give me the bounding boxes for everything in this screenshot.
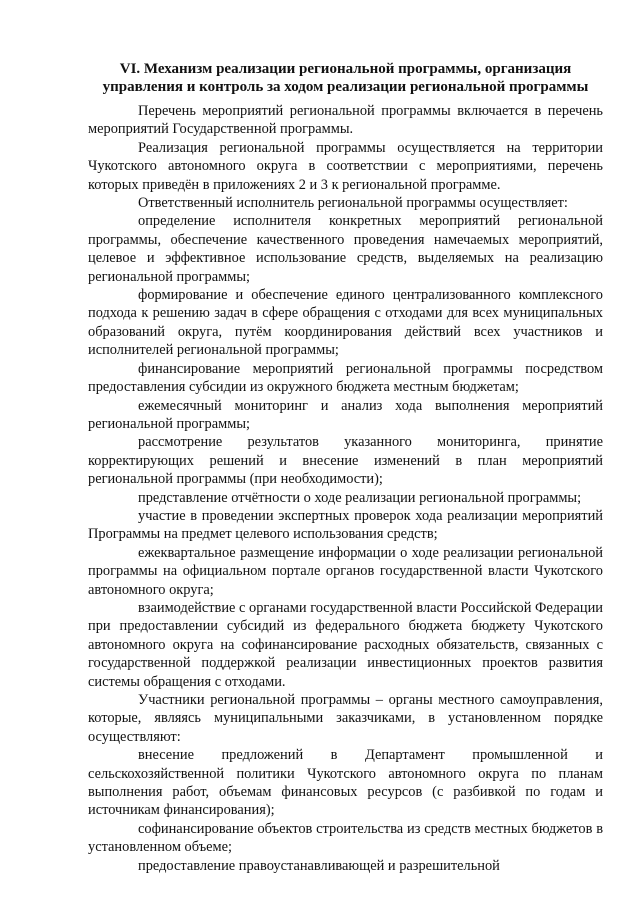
list-item: представление отчётности о ходе реализации региональной программы; bbox=[138, 489, 582, 506]
list-item: формирование и обеспечение единого централизованного комплексного подхода к решению задач в сфере обращения с отходами для всех муниципальных образований округа, путём координирования действий всех участников и исполнителей региональной программы; bbox=[88, 287, 603, 359]
list-item: финансирование мероприятий региональной программы посредством предоставления субсидии из окружного бюджета местным бюджетам; bbox=[88, 360, 603, 396]
list-item: предоставление правоустанавливающей и разрешительной bbox=[138, 857, 500, 874]
section-title: VI. Механизм реализации региональной программы, организация управления и контроль за ходом реализации региональной программы bbox=[102, 61, 589, 95]
list-item: рассмотрение результатов указанного мониторинга, принятие корректирующих решений и внесение изменений в план мероприятий региональной программы (при необходимости); bbox=[88, 434, 603, 488]
paragraph: Ответственный исполнитель региональной программы осуществляет: bbox=[138, 195, 568, 212]
list-item: участие в проведении экспертных проверок хода реализации мероприятий Программы на предмет целевого использования средств; bbox=[88, 507, 603, 543]
list-item: софинансирование объектов строительства из средств местных бюджетов в установленном объеме; bbox=[88, 820, 603, 856]
list-item: ежеквартальное размещение информации о ходе реализации региональной программы на официальном портале органов государственной власти Чукотского автономного округа; bbox=[88, 544, 603, 598]
list-item: внесение предложений в Департамент промышленной и сельскохозяйственной политики Чукотского автономного округа по планам выполнения работ, объемам финансовых ресурсов (с разбивкой по годам и источникам финансирования); bbox=[88, 747, 603, 819]
list-item: определение исполнителя конкретных мероприятий региональной программы, обеспечение качественного проведения намечаемых мероприятий, целевое и эффективное использование средств, выделяемых на реализацию региональной программы; bbox=[88, 213, 603, 285]
paragraph: Участники региональной программы – органы местного самоуправления, которые, являясь муниципальными заказчиками, в установленном порядке осуществляют: bbox=[88, 692, 603, 745]
paragraph: Перечень мероприятий региональной программы включается в перечень мероприятий Государственной программы. bbox=[88, 103, 603, 138]
document-body bbox=[88, 102, 603, 875]
document-page bbox=[88, 60, 603, 875]
paragraph: Реализация региональной программы осуществляется на территории Чукотского автономного округа в соответствии с мероприятиями, перечень которых приведён в приложениях 2 и 3 к региональной программе. bbox=[88, 139, 603, 193]
list-item: взаимодействие с органами государственной власти Российской Федерации при предоставлении субсидий из федерального бюджета бюджету Чукотского автономного округа на софинансирование расходных обязательств, связанных с государственной поддержкой реализации инвестиционных проектов развития системы обращения с отходами. bbox=[88, 599, 603, 690]
list-item: ежемесячный мониторинг и анализ хода выполнения мероприятий региональной программы; bbox=[88, 397, 603, 432]
